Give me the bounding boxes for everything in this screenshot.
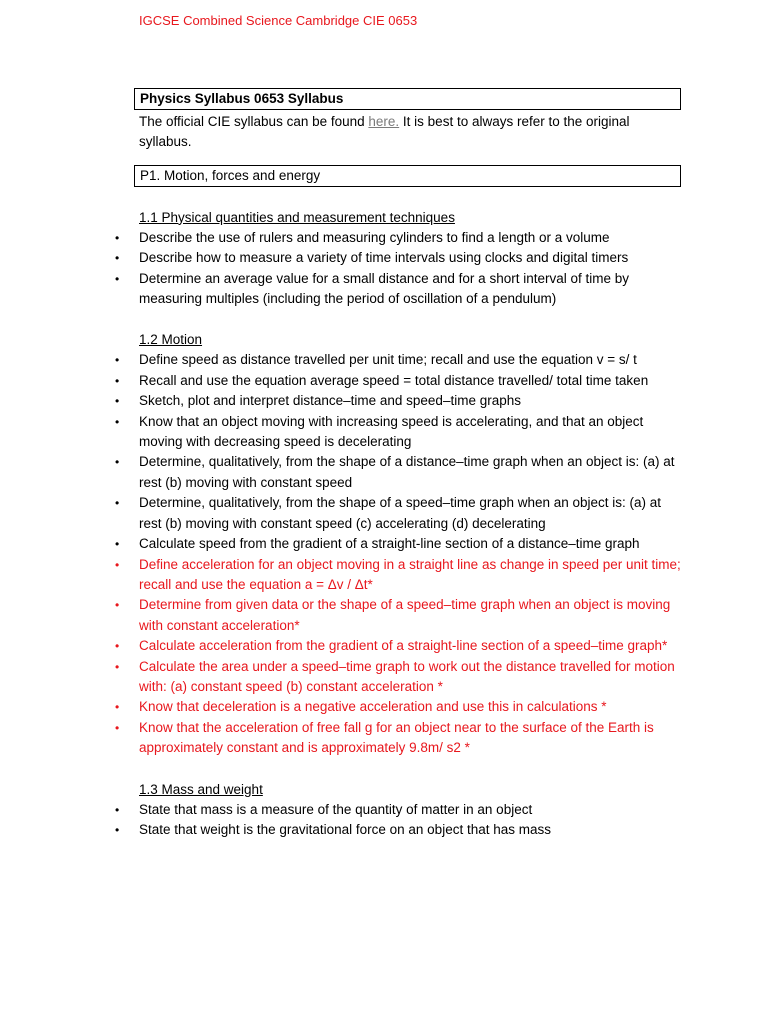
bullet-icon: •: [115, 557, 120, 572]
list-item-text: Calculate speed from the gradient of a straight-line section of a distance–time graph: [139, 536, 640, 552]
bullet-icon: •: [115, 455, 120, 470]
topic-title: P1. Motion, forces and energy: [134, 165, 681, 187]
bullet-icon: •: [115, 496, 120, 511]
list-item: [115, 697, 681, 717]
bullet-icon: •: [115, 700, 120, 715]
bullet-icon: •: [115, 720, 120, 735]
list-item-text: Sketch, plot and interpret distance–time and speed–time graphs: [139, 393, 521, 409]
intro-text-after: It is best to always refer to the original syllabus.: [139, 114, 630, 150]
list-item: [115, 636, 681, 656]
list-item: [115, 248, 681, 268]
bullet-list: [115, 350, 681, 758]
intro-text-before: The official CIE syllabus can be found: [139, 114, 369, 129]
bullet-list: [115, 800, 681, 841]
list-item-text: Describe how to measure a variety of time intervals using clocks and digital timers: [139, 250, 629, 266]
list-item-text: Determine, qualitatively, from the shape of a speed–time graph when an object is: (a) at rest (b) moving with constant speed (c) accelerating (d) decelerating: [139, 495, 662, 531]
list-item: [115, 657, 681, 698]
bullet-icon: •: [115, 598, 120, 613]
list-item-text: Calculate acceleration from the gradient of a straight-line section of a speed–time graph*: [139, 638, 668, 654]
bullet-icon: •: [115, 414, 120, 429]
page-header: IGCSE Combined Science Cambridge CIE 0653: [139, 13, 418, 28]
bullet-icon: •: [115, 537, 120, 552]
syllabus-link[interactable]: here.: [368, 114, 400, 129]
bullet-icon: •: [115, 822, 120, 837]
list-item: [115, 595, 681, 636]
bullet-icon: •: [115, 659, 120, 674]
list-item: [115, 800, 681, 820]
bullet-icon: •: [115, 251, 120, 266]
bullet-icon: •: [115, 802, 120, 817]
list-item-text: Recall and use the equation average speed = total distance travelled/ total time taken: [139, 372, 649, 388]
list-item-text: Define speed as distance travelled per unit time; recall and use the equation v = s/ t: [139, 352, 637, 368]
list-item: [115, 412, 681, 453]
list-item: [115, 555, 681, 596]
list-item: [115, 350, 681, 370]
list-item: [115, 493, 681, 534]
list-item-text: Know that an object moving with increasing speed is accelerating, and that an object moving with decreasing speed is decelerating: [139, 413, 644, 450]
list-item: [115, 269, 681, 310]
list-item-text: State that weight is the gravitational force on an object that has mass: [139, 821, 551, 837]
section-title: 1.3 Mass and weight: [139, 781, 263, 797]
sections-container: [115, 187, 681, 841]
bullet-icon: •: [115, 394, 120, 409]
list-item-text: Calculate the area under a speed–time graph to work out the distance travelled for motion with: (a) constant speed (b) constant acceleration *: [139, 658, 675, 694]
list-item: [115, 371, 681, 391]
list-item-text: Determine, qualitatively, from the shape of a distance–time graph when an object is: (a) at rest (b) moving with constant speed: [139, 454, 675, 490]
list-item: [115, 534, 681, 554]
document-body: [115, 88, 681, 840]
bullet-list: [115, 228, 681, 310]
list-item-text: Describe the use of rulers and measuring cylinders to find a length or a volume: [139, 229, 610, 245]
list-item-text: Determine from given data or the shape of a speed–time graph when an object is moving with constant acceleration*: [139, 597, 671, 633]
section-title: 1.2 Motion: [139, 332, 203, 348]
list-item: [115, 452, 681, 493]
list-item: [115, 228, 681, 248]
syllabus-title: Physics Syllabus 0653 Syllabus: [134, 88, 681, 110]
bullet-icon: •: [115, 639, 120, 654]
bullet-icon: •: [115, 353, 120, 368]
intro-paragraph: [139, 112, 681, 153]
bullet-icon: •: [115, 230, 120, 245]
bullet-icon: •: [115, 271, 120, 286]
list-item: [115, 718, 681, 759]
bullet-icon: •: [115, 373, 120, 388]
list-item-text: Know that deceleration is a negative acceleration and use this in calculations *: [139, 699, 607, 715]
list-item: [115, 391, 681, 411]
list-item-text: Define acceleration for an object moving in a straight line as change in speed per unit time; recall and use the equation a = Δv / Δt*: [139, 556, 681, 592]
list-item: [115, 820, 681, 840]
list-item-text: Determine an average value for a small distance and for a short interval of time by measuring multiples (including the period of oscillation of a pendulum): [139, 270, 629, 307]
section-title: 1.1 Physical quantities and measurement techniques: [139, 209, 455, 225]
list-item-text: State that mass is a measure of the quantity of matter in an object: [139, 801, 533, 817]
list-item-text: Know that the acceleration of free fall g for an object near to the surface of the Earth is approximately constant and is approximately 9.8m/ s2 *: [139, 719, 654, 756]
